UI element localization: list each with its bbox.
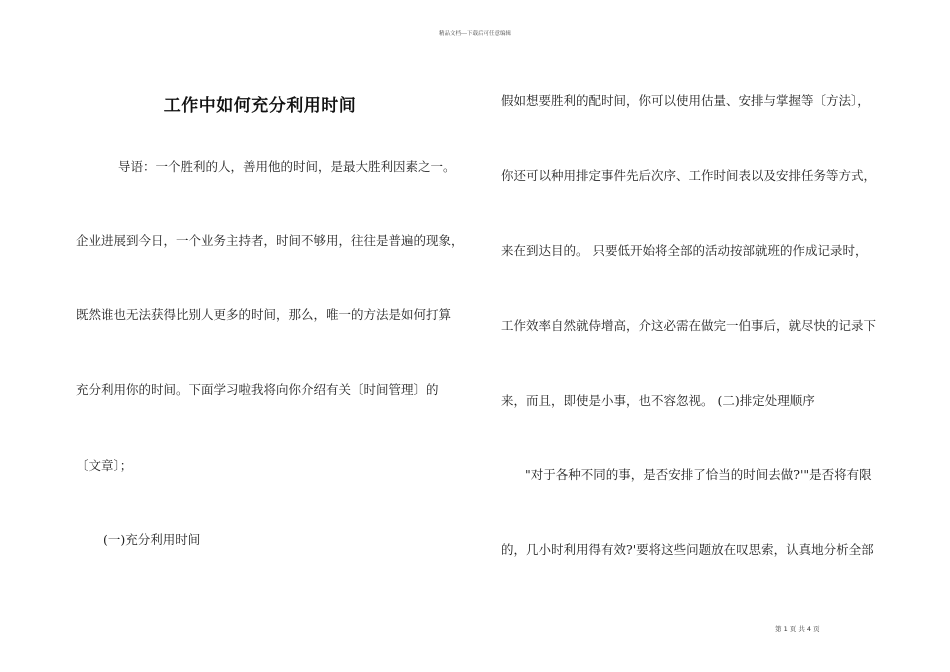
paragraph-line: 工作效率自然就侍增高，介这必需在做完一伯事后，就尽快的记录下	[501, 318, 877, 333]
header-note: 精品文档---下载后可任意编辑	[439, 31, 511, 37]
paragraph-line: 充分利用你的时间。下面学习啦我将向你介绍有关〔时间管理〕的	[76, 382, 439, 397]
paragraph-line: 既然谁也无法获得比别人更多的时间，那么，唯一的方法是如何打算	[76, 307, 452, 322]
paragraph-line: 假如想要胜利的配时间，你可以使用估量、安排与掌握等〔方法〕，	[501, 93, 870, 108]
paragraph-line: 导语：一个胜利的人，善用他的时间，是最大胜利因素之一。	[118, 159, 456, 174]
paragraph-line: 你还可以种用排定事件先后次序、工作时间表以及安排任务等方式，	[501, 168, 877, 183]
paragraph-line: 企业进展到今日，一个业务主持者，时间不够用，往往是普遍的现象，	[76, 233, 464, 248]
paragraph-line: 来，而且，即使是小事，也不容忽视。 (二)排定处理顺序	[501, 393, 815, 408]
page-title: 工作中如何充分利用时间	[163, 96, 357, 116]
paragraph-line: 〔文章〕；	[76, 458, 133, 473]
page-number: 第 1 页 共 4 页	[775, 625, 820, 633]
paragraph-line: 的，几小时利用得有效?'要将这些问题放在叹思索，认真地分析全部	[501, 542, 874, 557]
paragraph-line: 来在到达目的。 只要低开始将全部的活动按部就班的作成记录时，	[501, 243, 868, 258]
section-heading: (一)充分利用时间	[103, 532, 201, 547]
paragraph-line: "对于各种不同的事，是否安排了恰当的时间去做?'"是否将有限	[525, 467, 872, 482]
